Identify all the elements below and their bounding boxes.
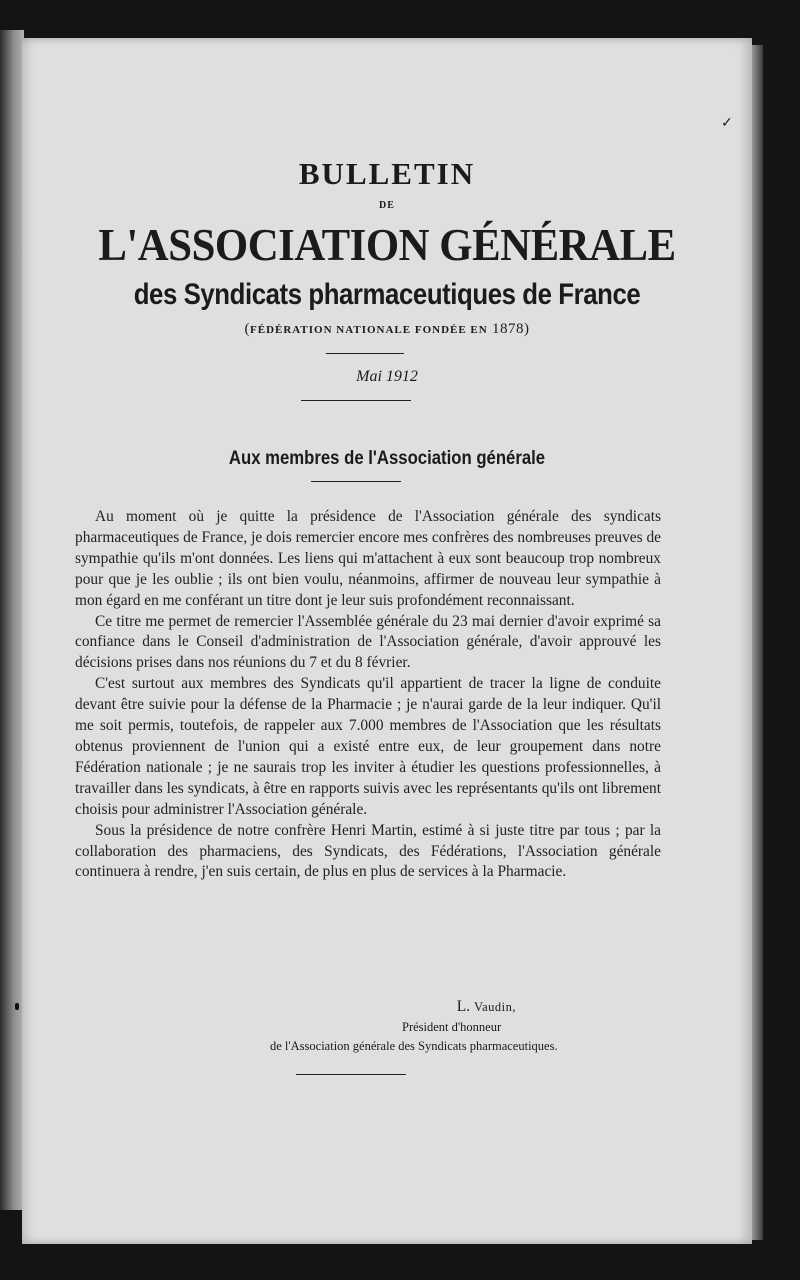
paragraph-2: Ce titre me permet de remercier l'Assemblée générale du 23 mai dernier d'avoir exprimé sa confiance dans le Conseil d'administration de l'Association générale, d'avoir approuvé les décisions prises dans nos réunions du 7 et du 8 février. [75,612,661,672]
article-heading: Aux membres de l'Association générale [228,448,546,469]
corner-check-mark: ✓ [721,116,733,131]
signature-surname: Vaudin, [473,1000,516,1014]
signature-organization: de l'Association générale des Syndicats pharmaceutiques. [270,1039,558,1053]
signature-role: Président d'honneur [402,1020,502,1034]
federation-year: 1878 [491,321,524,337]
left-page-edge [0,30,24,1210]
margin-ink-dot [15,1003,19,1010]
paragraph-1: Au moment où je quitte la présidence de l'Association générale des syndicats pharmaceutiques de France, je dois remercier encore mes confrères des nombreuses preuves de sympathie qu'ils m'ont données. Les liens qui m'attachent à eux sont beaucoup trop nombreux pour que je les oublie ; ils ont bien voulu, néanmoins, affirmer de nouveau leur sympathie à mon égard en me conférant un titre dont je leur suis profondément reconnaissant. [75,508,661,609]
scanned-page [22,38,752,1244]
divider-rule-2 [301,400,411,401]
association-title: L'ASSOCIATION GÉNÉRALE [98,219,676,270]
closing-rule [296,1074,406,1075]
paragraph-4: Sous la présidence de notre confrère Henri Martin, estimé à si juste titre par tous ; par la collaboration des pharmaciens, des Syndicats, des Fédérations, l'Association générale continuera à rendre, j'en suis certain, de plus en plus de services à la Pharmacie. [75,821,661,881]
article-body [75,507,661,883]
federation-line: (FÉDÉRATION NATIONALE FONDÉE EN 1878) [244,321,530,337]
issue-date: Mai 1912 [356,368,418,385]
signature-name [22,998,516,1016]
syndicats-subtitle: des Syndicats pharmaceutiques de France [133,278,641,311]
bulletin-title: BULLETIN [298,156,476,191]
signature-initial: L. [456,998,471,1015]
divider-rule-1 [326,353,404,354]
title-de: DE [379,200,395,211]
divider-rule-3 [311,481,401,482]
federation-words: FÉDÉRATION NATIONALE FONDÉE EN [250,324,488,336]
paragraph-3: C'est surtout aux membres des Syndicats qu'il appartient de tracer la ligne de conduite devant être suivie pour la défense de la Pharmacie ; je n'aurai garde de la leur indiquer. Qu'il me soit permis, toutefois, de rappeler aux 7.000 membres de l'Association que les résultats obtenus proviennent de l'union qui a existé entre eux, de leur groupement dans notre Fédération nationale ; je ne saurais trop les inviter à étudier les questions professionnelles, à travailler dans les syndicats, à être en rapports suivis avec les représentants qu'ils ont librement choisis pour administrer l'Association générale. [75,675,661,818]
